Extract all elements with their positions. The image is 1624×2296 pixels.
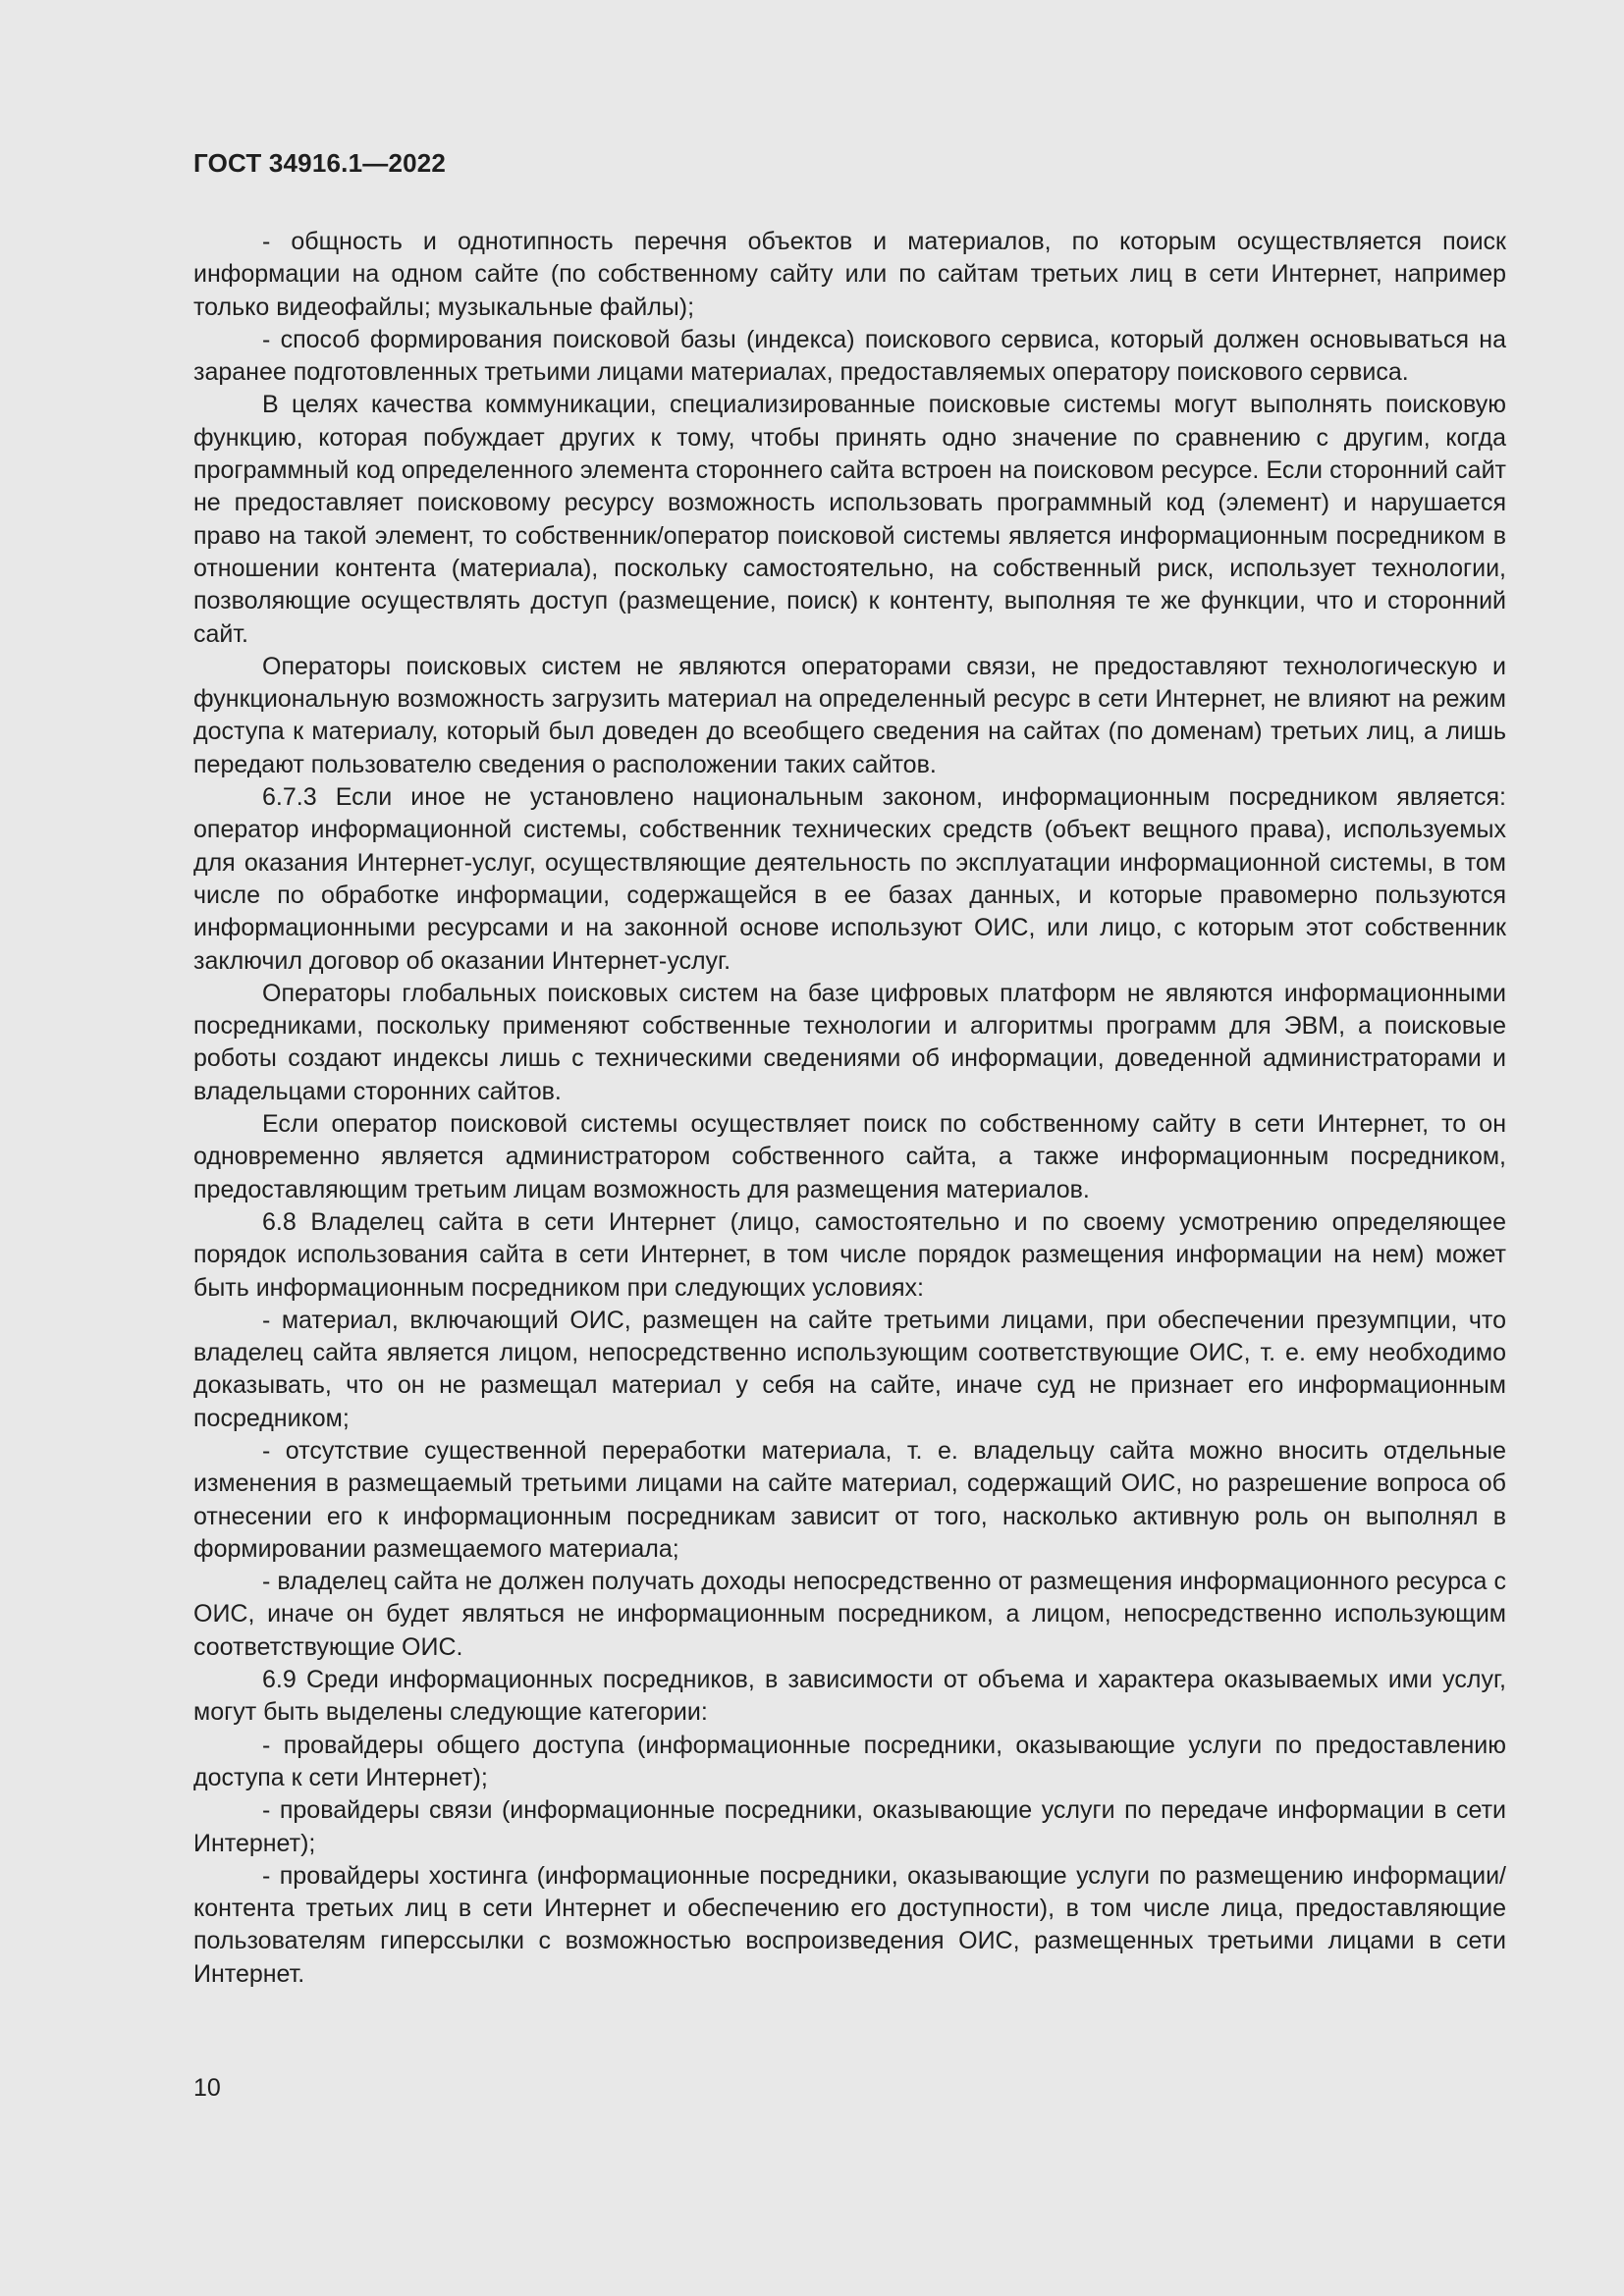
paragraph: Операторы поисковых систем не являются операторами связи, не предоставляют технологическую и функциональную возможность загрузить материал на определенный ресурс в сети Интернет, не влияют на режим доступа к материалу, который был доведен до всеобщего сведения на сайтах (по доменам) третьих лиц, а лишь передают пользователю сведения о расположении таких сайтов. [193, 652, 1506, 778]
document-body [193, 226, 1506, 1991]
paragraph: - провайдеры хостинга (информационные посредники, оказывающие услуги по размещению информации/контента третьих лиц в сети Интернет и обеспечению его доступности), в том числе лица, предоставляющие пользователям гиперссылки с возможностью воспроизведения ОИС, размещенных третьими лицами в сети Интернет. [193, 1861, 1506, 1988]
paragraph: - способ формирования поисковой базы (индекса) поискового сервиса, который должен основываться на заранее подготовленных третьими лицами материалах, предоставляемых оператору поискового сервиса. [193, 325, 1506, 387]
paragraph: Операторы глобальных поисковых систем на базе цифровых платформ не являются информационными посредниками, поскольку применяют собственные технологии и алгоритмы программ для ЭВМ, а поисковые роботы создают индексы лишь с техническими сведениями об информации, доведенной администраторами и владельцами сторонних сайтов. [193, 979, 1506, 1105]
paragraph: - общность и однотипность перечня объектов и материалов, по которым осуществляется поиск информации на одном сайте (по собственному сайту или по сайтам третьих лиц в сети Интернет, например только видеофайлы; музыкальные файлы); [193, 228, 1506, 321]
paragraph: - владелец сайта не должен получать доходы непосредственно от размещения информационного ресурса с ОИС, иначе он будет являться не информационным посредником, а лицом, непосредственно использующим соответствующие ОИС. [193, 1568, 1506, 1661]
paragraph: - отсутствие существенной переработки материала, т. е. владельцу сайта можно вносить отдельные изменения в размещаемый третьими лицами на сайте материал, содержащий ОИС, но разрешение вопроса об отнесении его к информационным посредникам зависит от того, насколько активную роль он выполнял в формировании размещаемого материала; [193, 1436, 1506, 1563]
paragraph: - провайдеры связи (информационные посредники, оказывающие услуги по передаче информации в сети Интернет); [193, 1796, 1506, 1857]
document-header: ГОСТ 34916.1—2022 [193, 148, 447, 178]
page-number: 10 [193, 2074, 221, 2102]
paragraph: 6.7.3 Если иное не установлено национальным законом, информационным посредником является: оператор информационной системы, собственник технических средств (объект вещного права), используемых для оказания Интернет-услуг, осуществляющие деятельность по эксплуатации информационной системы, в том числе по обработке информации, содержащейся в ее базах данных, и которые правомерно пользуются информационными ресурсами и на законной основе используют ОИС, или лицо, с которым этот собственник заключил договор об оказании Интернет-услуг. [193, 783, 1506, 975]
paragraph: Если оператор поисковой системы осуществляет поиск по собственному сайту в сети Интернет, то он одновременно является администратором собственного сайта, а также информационным посредником, предоставляющим третьим лицам возможность для размещения материалов. [193, 1110, 1506, 1203]
paragraph: - провайдеры общего доступа (информационные посредники, оказывающие услуги по предоставлению доступа к сети Интернет); [193, 1731, 1506, 1791]
paragraph: 6.8 Владелец сайта в сети Интернет (лицо, самостоятельно и по своему усмотрению определяющее порядок использования сайта в сети Интернет, в том числе порядок размещения информации на нем) может быть информационным посредником при следующих условиях: [193, 1207, 1506, 1302]
paragraph: 6.9 Среди информационных посредников, в зависимости от объема и характера оказываемых ими услуг, могут быть выделены следующие категории: [193, 1666, 1506, 1727]
paragraph: В целях качества коммуникации, специализированные поисковые системы могут выполнять поисковую функцию, которая побуждает других к тому, чтобы принять одно значение по сравнению с другим, когда программный код определенного элемента стороннего сайта встроен на поисковом ресурсе. Если сторонний сайт не предоставляет поисковому ресурсу возможность использовать программный код (элемент) и нарушается право на такой элемент, то собственник/оператор поисковой системы является информационным посредником в отношении контента (материала), поскольку самостоятельно, на собственный риск, использует технологии, позволяющие осуществлять доступ (размещение, поиск) к контенту, выполняя те же функции, что и сторонний сайт. [193, 391, 1506, 648]
paragraph: - материал, включающий ОИС, размещен на сайте третьими лицами, при обеспечении презумпции, что владелец сайта является лицом, непосредственно использующим соответствующие ОИС, т. е. ему необходимо доказывать, что он не размещал материал у себя на сайте, иначе суд не признает его информационным посредником; [193, 1306, 1506, 1432]
